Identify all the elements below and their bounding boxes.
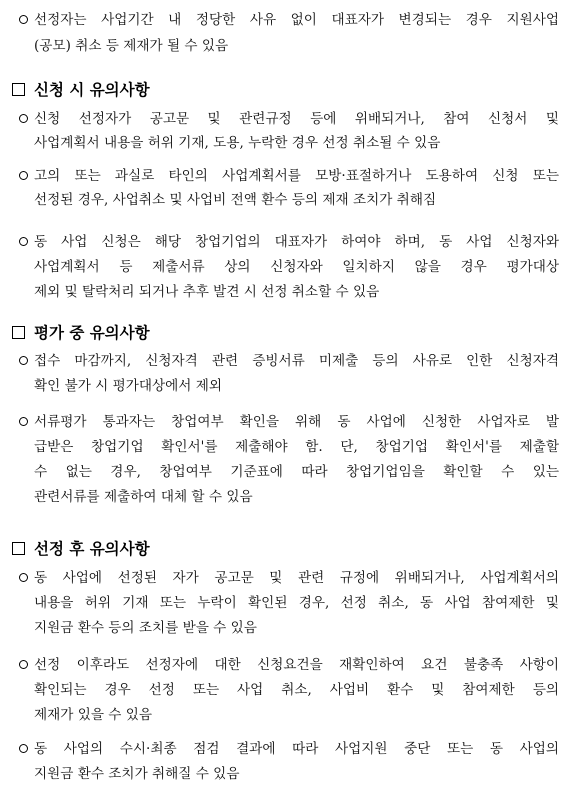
text-line: 관련서류를 제출하여 대체 할 수 있음 — [34, 489, 253, 505]
circle-bullet-icon — [19, 356, 28, 365]
text-line: 접수 마감까지, 신청자격 관련 증빙서류 미제출 등의 사유로 인한 신청자격 — [34, 353, 559, 369]
text-line: 지원금 환수 조치가 취해질 수 있음 — [34, 766, 240, 782]
text-line: 제외 및 탈락처리 되거나 추후 발견 시 선정 취소할 수 있음 — [34, 284, 380, 300]
text-line: 급받은 창업기업 확인서'를 제출해야 함. 단, 창업기업 확인서'를 제출할 — [34, 439, 559, 455]
text-line: 지원금 환수 등의 조치를 받을 수 있음 — [34, 620, 257, 636]
text-line: 수 없는 경우, 창업여부 기준표에 따라 창업기업임을 확인할 수 있는 — [34, 464, 559, 480]
circle-bullet-icon — [19, 660, 28, 669]
text-line: 동 사업 신청은 해당 창업기업의 대표자가 하여야 하며, 동 사업 신청자와 — [34, 234, 559, 250]
text-line: 선정된 경우, 사업취소 및 사업비 전액 환수 등의 제재 조치가 취해짐 — [34, 192, 437, 208]
section-title: 평가 중 유의사항 — [34, 324, 150, 342]
section-heading — [12, 321, 150, 343]
checkbox-square-icon — [12, 326, 25, 339]
text-line: 제재가 있을 수 있음 — [34, 707, 153, 723]
text-line: (공모) 취소 등 제재가 될 수 있음 — [34, 38, 229, 54]
checkbox-square-icon — [12, 542, 25, 555]
text-line: 확인되는 경우 선정 또는 사업 취소, 사업비 환수 및 참여제한 등의 — [34, 682, 559, 698]
text-line: 선정 이후라도 선정자에 대한 신청요건을 재확인하여 요건 불충족 사항이 — [34, 657, 559, 673]
text-line: 동 사업의 수시·최종 점검 결과에 따라 사업지원 중단 또는 동 사업의 — [34, 741, 559, 757]
checkbox-square-icon — [12, 83, 25, 96]
circle-bullet-icon — [19, 573, 28, 582]
circle-bullet-icon — [19, 114, 28, 123]
text-line: 선정자는 사업기간 내 정당한 사유 없이 대표자가 변경되는 경우 지원사업 — [34, 12, 559, 28]
circle-bullet-icon — [19, 171, 28, 180]
text-line: 내용을 허위 기재 또는 누락이 확인된 경우, 선정 취소, 동 사업 참여제한 및 — [34, 595, 559, 611]
section-heading — [12, 78, 150, 100]
circle-bullet-icon — [19, 417, 28, 426]
text-line: 확인 불가 시 평가대상에서 제외 — [34, 378, 222, 394]
circle-bullet-icon — [19, 15, 28, 24]
text-line: 동 사업에 선정된 자가 공고문 및 관련 규정에 위배되거나, 사업계획서의 — [34, 570, 559, 586]
circle-bullet-icon — [19, 237, 28, 246]
circle-bullet-icon — [19, 744, 28, 753]
text-line: 고의 또는 과실로 타인의 사업계획서를 모방·표절하거나 도용하여 신청 또는 — [34, 168, 559, 184]
text-line: 신청 선정자가 공고문 및 관련규정 등에 위배되거나, 참여 신청서 및 — [34, 111, 559, 127]
text-line: 서류평가 통과자는 창업여부 확인을 위해 동 사업에 신청한 사업자로 발 — [34, 414, 559, 430]
section-heading — [12, 537, 150, 559]
text-line: 사업계획서 등 제출서류 상의 신청자와 일치하지 않을 경우 평가대상 — [34, 259, 559, 275]
section-title: 선정 후 유의사항 — [34, 540, 150, 558]
section-title: 신청 시 유의사항 — [34, 81, 150, 99]
text-line: 사업계획서 내용을 허위 기재, 도용, 누락한 경우 선정 취소될 수 있음 — [34, 135, 441, 151]
